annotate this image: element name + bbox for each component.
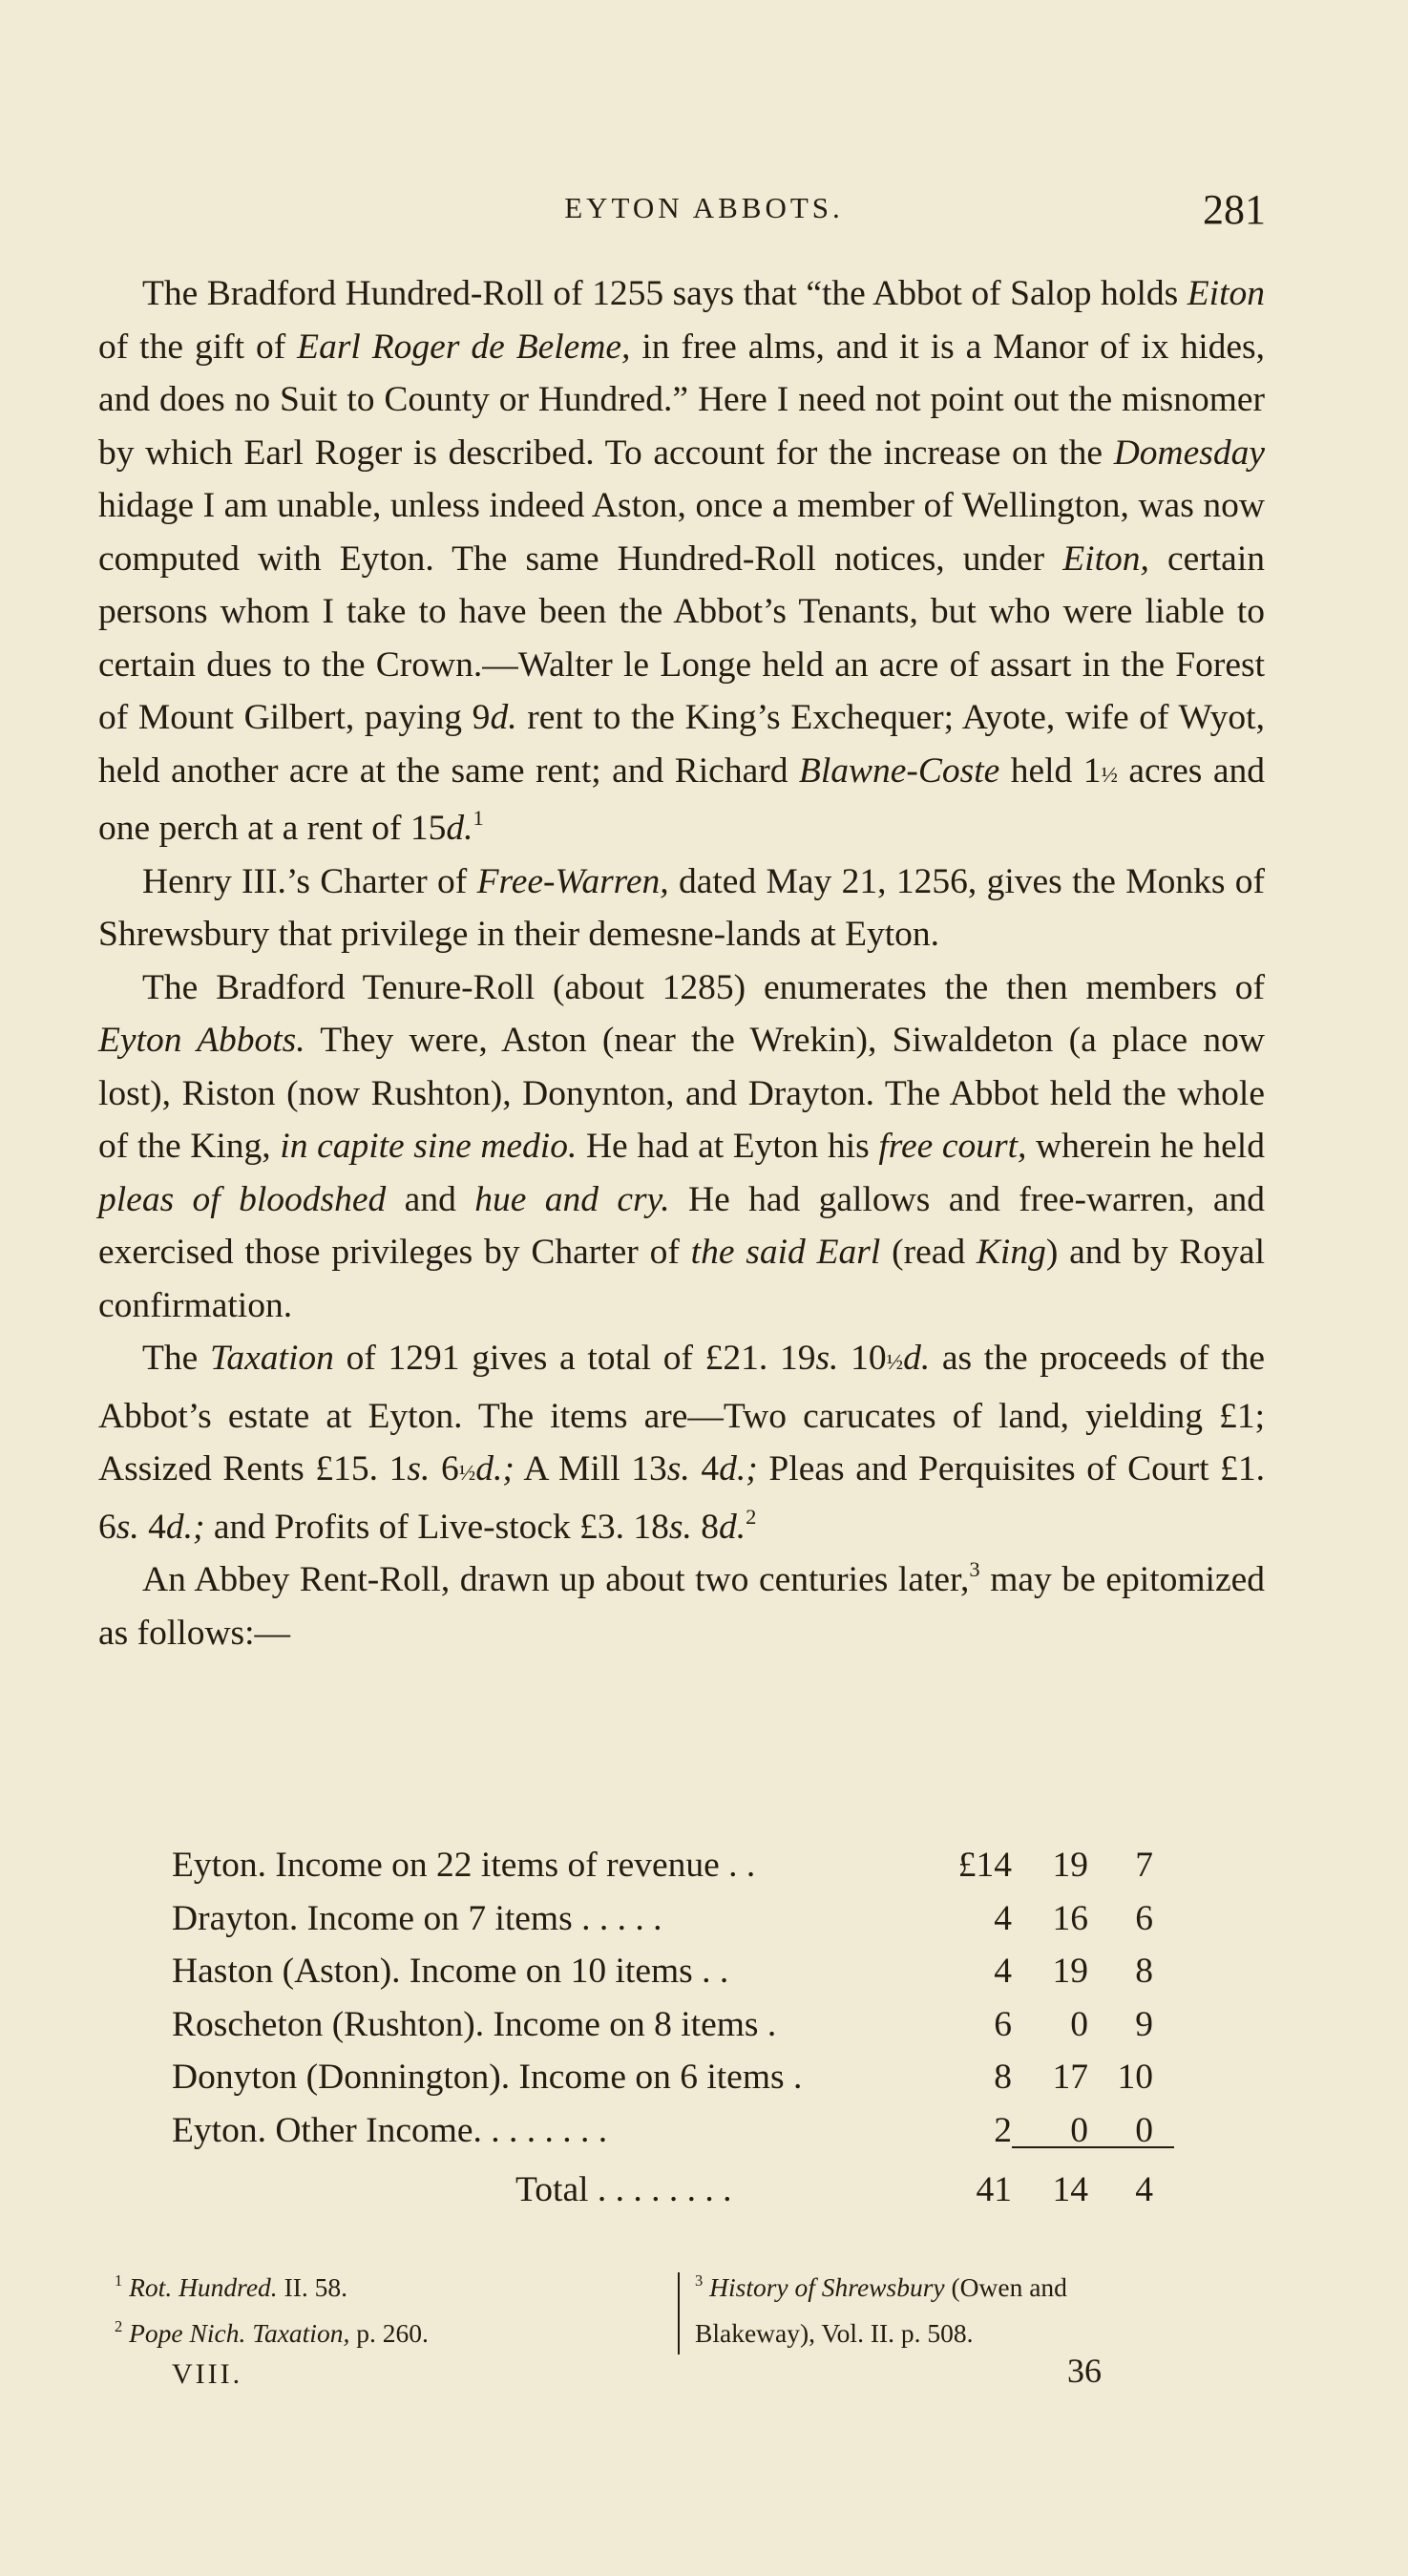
income-label: Eyton. Income on 22 items of revenue . . xyxy=(172,1846,756,1885)
sheet-number: 36 xyxy=(1067,2352,1102,2390)
italic-text: s. xyxy=(116,1507,139,1547)
italic-text: Taxation xyxy=(210,1339,334,1378)
footnote-text: II. 58. xyxy=(277,2272,348,2302)
paragraph xyxy=(98,1332,1265,1553)
italic-text: free court, xyxy=(878,1127,1027,1166)
footnote-text: p. 260. xyxy=(349,2318,429,2348)
text-run: They were, Aston (near the Wrekin), Siwaldeton (a place now lost), Riston (now Rushton), Donynton, and Drayton. The Abbot held the whole of the King, xyxy=(98,1021,1265,1166)
text-run: The Bradford Tenure-Roll (about 1285) enumerates the then members of xyxy=(142,967,1265,1007)
text-run: held 1 xyxy=(999,750,1102,791)
footnote-3 xyxy=(695,2265,1268,2311)
page-number: 281 xyxy=(1203,186,1266,233)
income-label: Roscheton (Rushton). Income on 8 items . xyxy=(172,2004,777,2044)
footnote-reference: Pope Nich. Taxation, xyxy=(129,2318,350,2348)
income-row xyxy=(172,2004,1184,2058)
income-label: Drayton. Income on 7 items . . . . . xyxy=(172,1898,662,1938)
fraction: ½ xyxy=(458,1461,476,1486)
text-run: in free alms, and it is a Manor of ix hides, and does no Suit to County or Hundred.” Here I need not point out the misnomer by which Earl Roger is described. To account for the increase on the xyxy=(98,327,1266,473)
footnotes-left-column xyxy=(115,2265,659,2356)
italic-text: s. xyxy=(815,1339,839,1378)
total-shillings: 14 xyxy=(1052,2170,1088,2209)
total-pence: 4 xyxy=(1135,2170,1153,2209)
footnote-text: (Owen and xyxy=(944,2272,1067,2302)
text-run: The Bradford Hundred-Roll of 1255 says that “the Abbot of Salop holds xyxy=(142,274,1187,313)
footnote-1 xyxy=(115,2265,659,2311)
footnote-reference: Rot. Hundred. xyxy=(129,2272,278,2302)
text-run: may be epitomized as follows:— xyxy=(98,1560,1265,1653)
body-text xyxy=(98,267,1265,1659)
paragraph xyxy=(98,1553,1265,1659)
text-run: He had at Eyton his xyxy=(577,1127,879,1166)
income-label: Donyton (Donnington). Income on 6 items . xyxy=(172,2058,803,2097)
shillings-value: 0 xyxy=(1070,2004,1088,2044)
income-label: Eyton. Other Income. . . . . . . . xyxy=(172,2110,608,2150)
pounds-value: 2 xyxy=(994,2110,1012,2150)
pounds-value: £14 xyxy=(957,1846,1012,1885)
shillings-value: 19 xyxy=(1052,1952,1088,1991)
pence-value: 0 xyxy=(1135,2110,1153,2150)
income-row xyxy=(172,1845,1184,1898)
income-row xyxy=(172,2057,1184,2110)
text-run: The xyxy=(142,1339,210,1378)
italic-text: hue and cry. xyxy=(474,1179,670,1219)
text-run: 4 xyxy=(138,1507,166,1547)
text-run: acres and one perch at a rent of 15 xyxy=(98,750,1265,848)
income-row xyxy=(172,1898,1184,1952)
italic-text: d. xyxy=(446,809,473,848)
footnote-reference: History of Shrewsbury xyxy=(709,2272,945,2302)
footnote-ref-marker: 1 xyxy=(473,806,484,831)
italic-text: Domesday xyxy=(1113,433,1265,473)
fraction: ½ xyxy=(1101,762,1118,788)
text-run: ) and by Royal confirmation. xyxy=(98,1233,1265,1325)
income-label: Haston (Aston). Income on 10 items . . xyxy=(172,1952,729,1991)
pounds-value: 6 xyxy=(994,2004,1012,2044)
income-table xyxy=(172,1845,1184,2163)
footnote-marker: 1 xyxy=(115,2271,123,2291)
italic-text: d.; xyxy=(165,1507,205,1547)
pounds-value: 4 xyxy=(994,1952,1012,1991)
italic-text: Free-Warren, xyxy=(476,861,669,901)
footnote-2 xyxy=(115,2311,659,2356)
footnote-ref-marker: 3 xyxy=(969,1557,980,1582)
pence-value: 9 xyxy=(1135,2004,1153,2044)
text-run: certain persons whom I take to have been the Abbot’s Tenants, but who were liable to certain dues to the Crown.—Walter le Longe held an acre of assart in the Forest of Mount Gilbert, paying 9 xyxy=(98,538,1265,737)
pence-value: 6 xyxy=(1135,1898,1153,1938)
income-row xyxy=(172,1951,1184,2004)
signature-mark: VIII. xyxy=(172,2358,243,2390)
italic-text: in capite sine medio. xyxy=(280,1127,578,1166)
total-pounds: 41 xyxy=(976,2170,1012,2209)
pence-value: 8 xyxy=(1135,1952,1153,1991)
italic-text: Eiton xyxy=(1187,274,1265,313)
pence-value: 10 xyxy=(1117,2058,1153,2097)
shillings-value: 19 xyxy=(1052,1846,1088,1885)
italic-text: d. xyxy=(490,698,517,737)
text-run: 6 xyxy=(430,1449,459,1489)
italic-text: s. xyxy=(407,1449,431,1489)
text-run: hidage I am unable, unless indeed Aston, once a member of Wellington, was now computed with Eyton. The same Hundred-Roll notices, under xyxy=(98,486,1265,579)
text-run: dated May 21, 1256, gives the Monks of Shrewsbury that privilege in their demesne-lands at Eyton. xyxy=(98,861,1266,954)
italic-text: Earl Roger de Beleme, xyxy=(297,327,631,367)
italic-text: d. xyxy=(718,1507,746,1547)
text-run: An Abbey Rent-Roll, drawn up about two centuries later, xyxy=(142,1560,970,1599)
footnotes-right-column xyxy=(695,2265,1268,2356)
income-row xyxy=(172,2110,1184,2164)
italic-text: pleas of bloodshed xyxy=(98,1179,387,1219)
footnote-marker: 3 xyxy=(695,2271,704,2291)
italic-text: Eyton Abbots. xyxy=(98,1021,305,1060)
text-run: Pleas and Perquisites of Court £1. 6 xyxy=(98,1449,1265,1547)
text-run: 4 xyxy=(689,1449,720,1489)
italic-text: d.; xyxy=(719,1449,758,1489)
text-run: He had gallows and free-warren, and exercised those privileges by Charter of xyxy=(98,1179,1265,1272)
italic-text: the said Earl xyxy=(690,1233,881,1272)
italic-text: s. xyxy=(666,1449,690,1489)
paragraph xyxy=(98,961,1265,1333)
shillings-value: 16 xyxy=(1052,1898,1088,1938)
italic-text: Eiton, xyxy=(1062,538,1149,579)
italic-text: Blawne-Coste xyxy=(798,750,1000,791)
text-run: (read xyxy=(880,1233,977,1272)
pounds-value: 8 xyxy=(994,2058,1012,2097)
footnote-marker: 2 xyxy=(115,2317,123,2336)
text-run: and xyxy=(386,1179,475,1219)
text-run: rent to the King’s Exchequer; Ayote, wife of Wyot, held another acre at the same rent; and Richard xyxy=(98,698,1265,791)
italic-text: d.; xyxy=(475,1449,515,1489)
pence-value: 7 xyxy=(1135,1846,1153,1885)
shillings-value: 0 xyxy=(1070,2110,1088,2150)
text-run: A Mill 13 xyxy=(514,1449,667,1489)
sum-rule xyxy=(1012,2146,1174,2148)
paragraph xyxy=(98,855,1265,961)
total-label: Total . . . . . . . . xyxy=(515,2170,732,2209)
text-run: wherein he held xyxy=(1026,1127,1265,1166)
text-run: as the proceeds of the Abbot’s estate at Eyton. The items are—Two carucates of land, yielding £1; Assized Rents £15. 1 xyxy=(98,1339,1265,1489)
text-run: 8 xyxy=(691,1507,719,1547)
running-title: EYTON ABBOTS. xyxy=(564,191,844,224)
pounds-value: 4 xyxy=(994,1898,1012,1938)
footnote-ref-marker: 2 xyxy=(746,1504,757,1529)
footnote-3-continuation: Blakeway), Vol. II. p. 508. xyxy=(695,2318,974,2348)
italic-text: s. xyxy=(668,1507,692,1547)
italic-text: King xyxy=(976,1233,1046,1272)
italic-text: d. xyxy=(903,1339,931,1378)
text-run: Henry III.’s Charter of xyxy=(142,861,477,901)
footnote-divider xyxy=(678,2272,680,2354)
text-run: of 1291 gives a total of £21. 19 xyxy=(333,1339,816,1378)
shillings-value: 17 xyxy=(1052,2058,1088,2097)
fraction: ½ xyxy=(886,1350,904,1375)
text-run: 10 xyxy=(838,1339,887,1378)
paragraph xyxy=(98,267,1265,855)
text-run: and Profits of Live-stock £3. 18 xyxy=(204,1507,669,1547)
text-run: of the gift of xyxy=(98,327,298,367)
